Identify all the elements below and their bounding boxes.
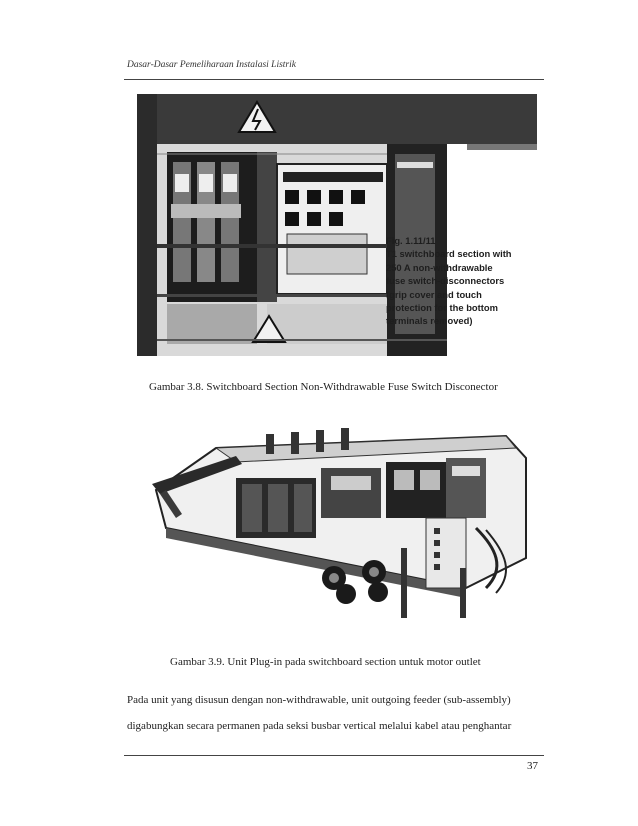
figure1-caption: Gambar 3.8. Switchboard Section Non-Withdrawable Fuse Switch Disconector — [149, 381, 498, 393]
body-line: Pada unit yang disusun dengan non-withdrawable, unit outgoing feeder (sub-assembly) — [127, 694, 511, 706]
page-number: 37 — [527, 760, 538, 772]
figure1-label-line: protection for the bottom — [386, 302, 498, 314]
figure1-label-line: (grip cover and touch — [386, 288, 482, 300]
body-line: digabungkan secara permanen pada seksi busbar vertical melalui kabel atau penghantar — [127, 720, 512, 732]
header-divider — [124, 79, 544, 80]
figure2-caption: Gambar 3.9. Unit Plug-in pada switchboard section untuk motor outlet — [170, 656, 481, 668]
figure1-label-line: Fig. 1.11/11 — [386, 235, 436, 246]
figure1-label-line: terminals removed) — [386, 315, 473, 327]
figure1-label-line: 250 A non-withdrawable — [386, 261, 493, 273]
figure1-label-line: T1 switchboard section with — [386, 248, 512, 260]
running-header: Dasar-Dasar Pemeliharaan Instalasi Listrik — [127, 60, 296, 70]
body-paragraph — [127, 687, 545, 739]
footer-divider — [124, 755, 544, 756]
plug-in-unit-photo — [146, 418, 538, 618]
figure1-label — [386, 234, 546, 328]
figure1-label-line: fuse switch-disconnectors — [386, 275, 505, 287]
